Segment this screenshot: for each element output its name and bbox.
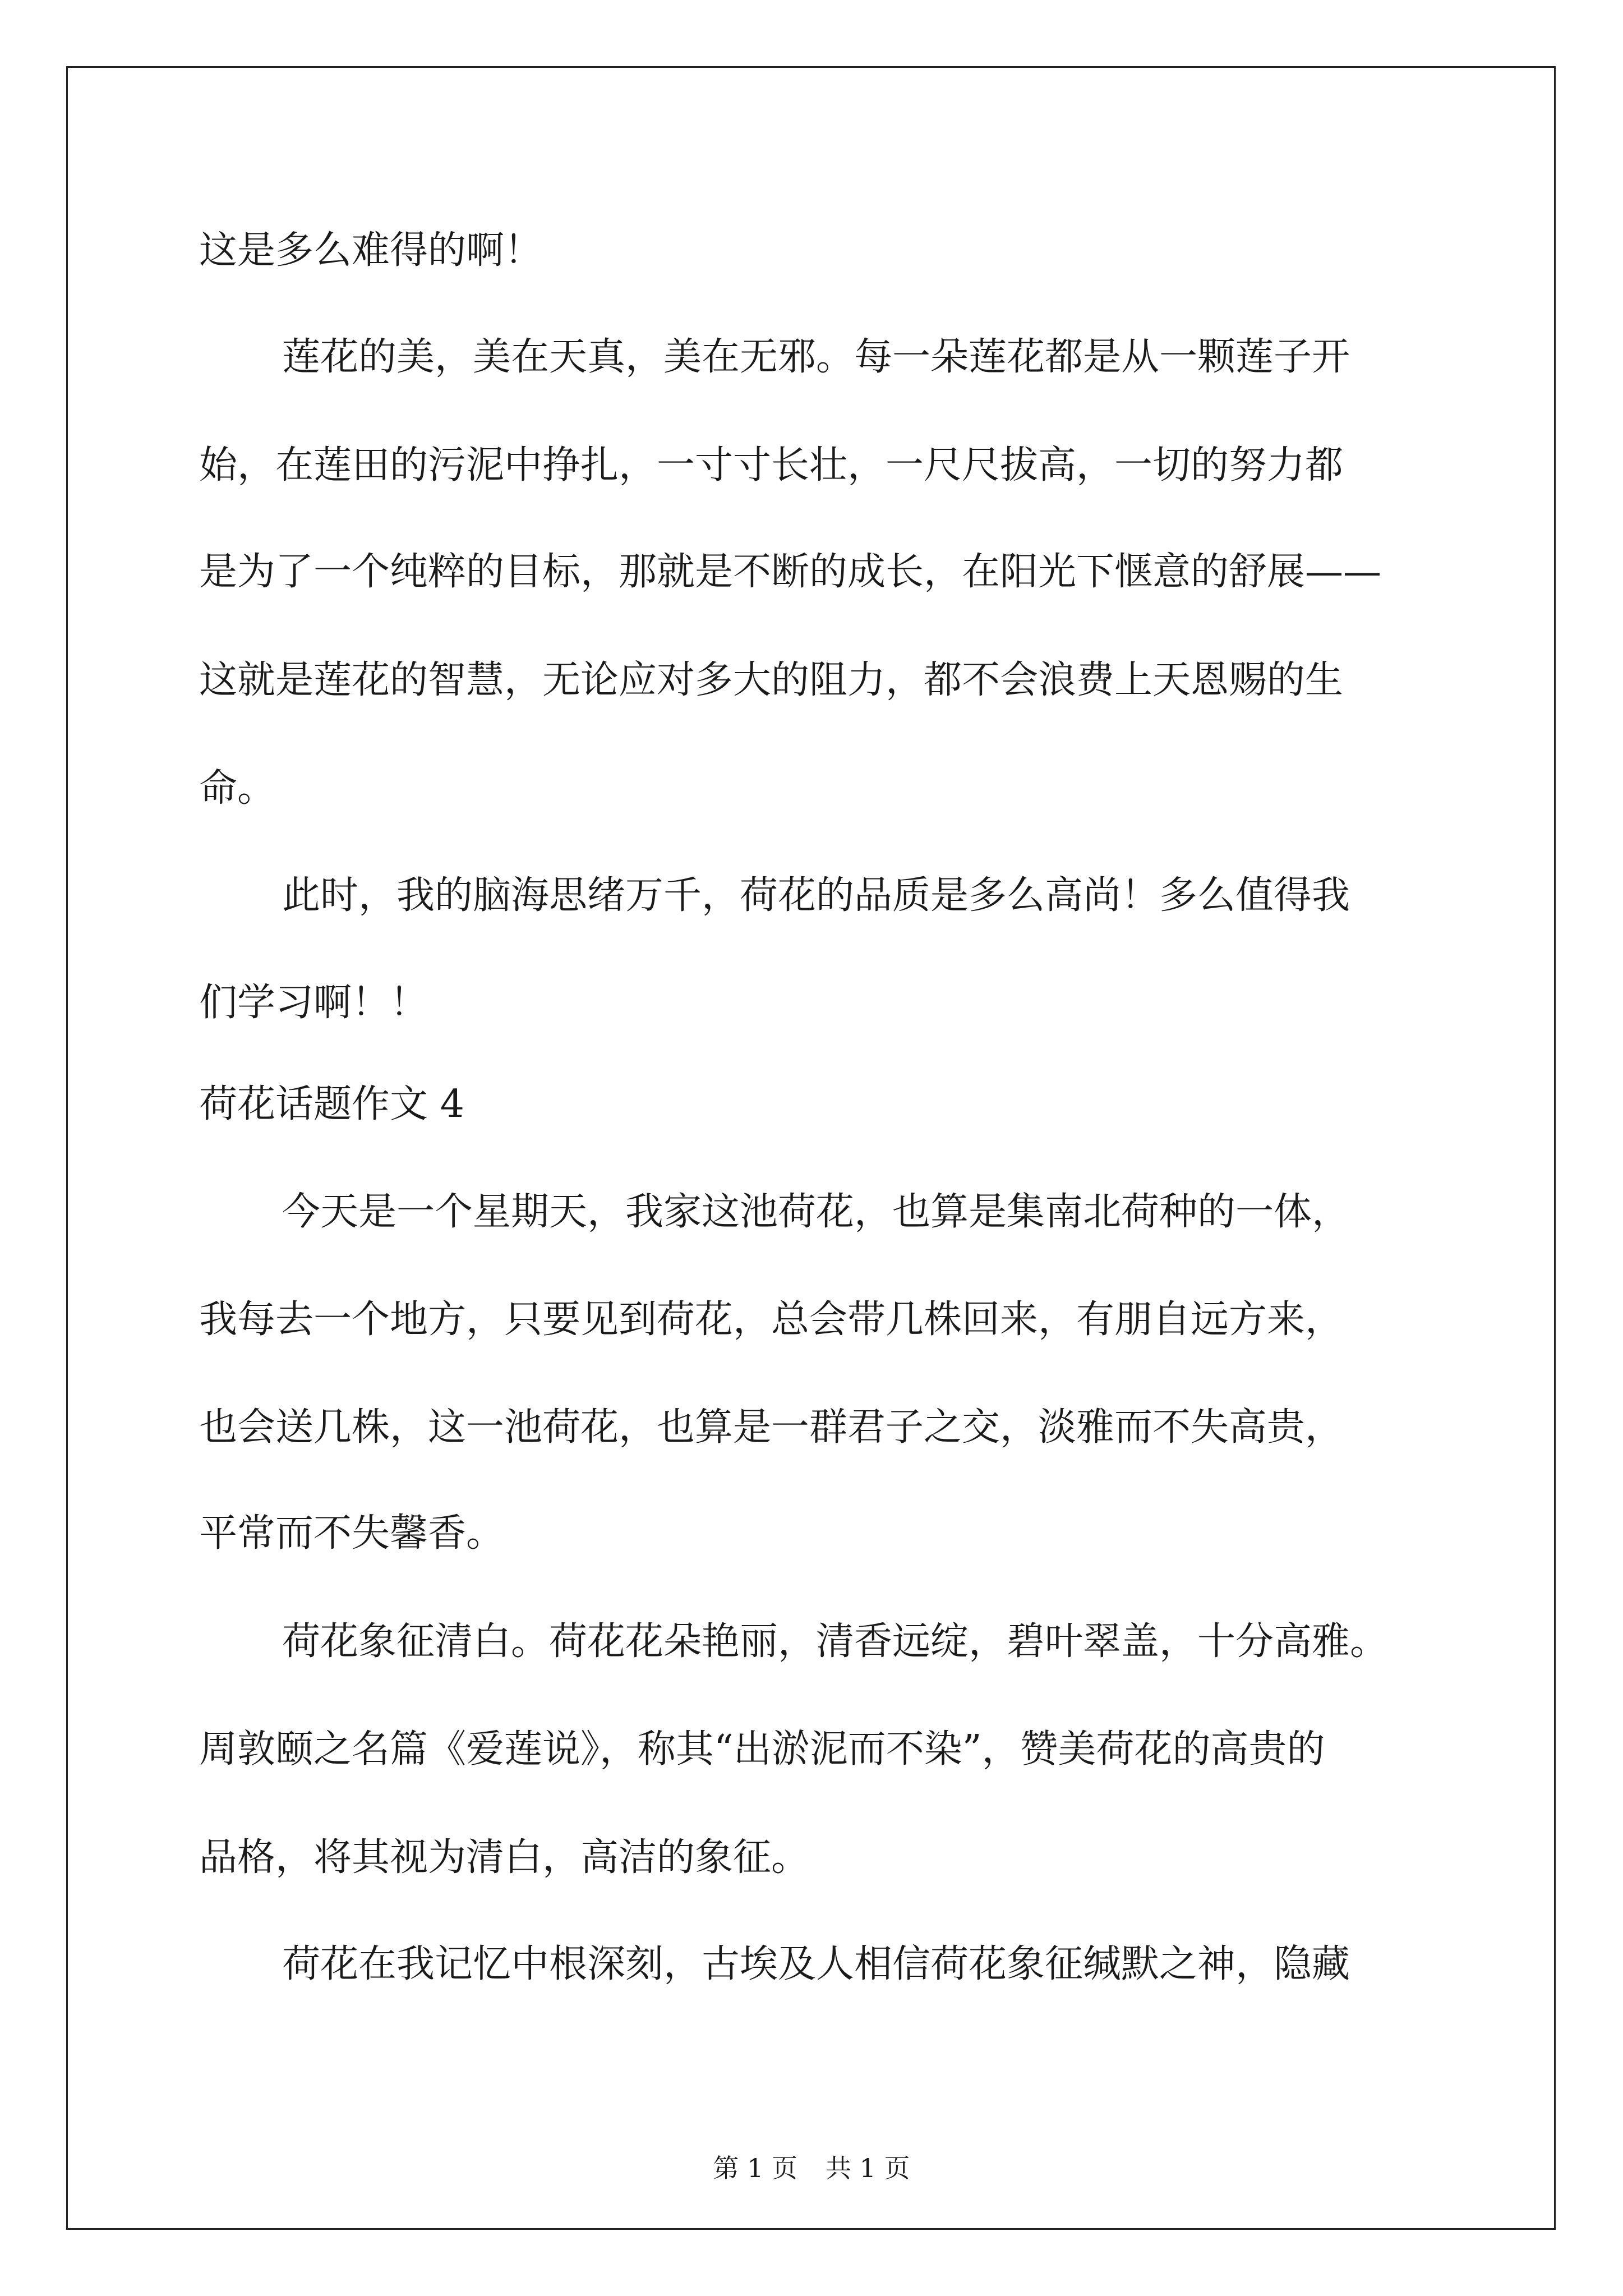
body-line: 始，在莲田的污泥中挣扎，一寸寸长壮，一尺尺拔高，一切的努力都 (199, 443, 1344, 487)
page-footer (0, 2151, 1623, 2185)
body-line: 命。 (199, 766, 276, 811)
page-total: 共 1 页 (826, 2153, 910, 2183)
body-line: 我每去一个地方，只要见到荷花，总会带几株回来，有朋自远方来， (199, 1297, 1344, 1342)
page-number: 第 1 页 (713, 2153, 797, 2183)
body-line: 这就是莲花的智慧，无论应对多大的阻力，都不会浪费上天恩赐的生 (199, 658, 1344, 702)
paragraph-start-line: 荷花象征清白。荷花花朵艳丽，清香远绽，碧叶翠盖，十分高雅。 (282, 1619, 1389, 1664)
body-line: 们学习啊！！ (199, 981, 428, 1025)
page-border (66, 66, 1556, 2230)
paragraph-start-line: 莲花的美，美在天真，美在无邪。每一朵莲花都是从一颗莲子开 (282, 335, 1350, 379)
body-line: 这是多么难得的啊！ (199, 228, 543, 273)
body-line: 也会送几株，这一池荷花，也算是一群君子之交，淡雅而不失高贵， (199, 1405, 1344, 1450)
body-line: 周敦颐之名篇《爱莲说》，称其“出淤泥而不染”，赞美荷花的高贵的 (199, 1727, 1325, 1772)
paragraph-start-line: 此时，我的脑海思绪万千，荷花的品质是多么高尚！多么值得我 (282, 873, 1350, 918)
body-line: 平常而不失馨香。 (199, 1511, 505, 1556)
paragraph-start-line: 荷花在我记忆中根深刻，古埃及人相信荷花象征缄默之神，隐藏 (282, 1942, 1350, 1986)
section-heading: 荷花话题作文 4 (199, 1082, 464, 1126)
body-line: 是为了一个纯粹的目标，那就是不断的成长，在阳光下惬意的舒展—— (199, 550, 1382, 594)
paragraph-start-line: 今天是一个星期天，我家这池荷花，也算是集南北荷种的一体， (282, 1190, 1350, 1234)
body-line: 品格，将其视为清白，高洁的象征。 (199, 1835, 810, 1880)
